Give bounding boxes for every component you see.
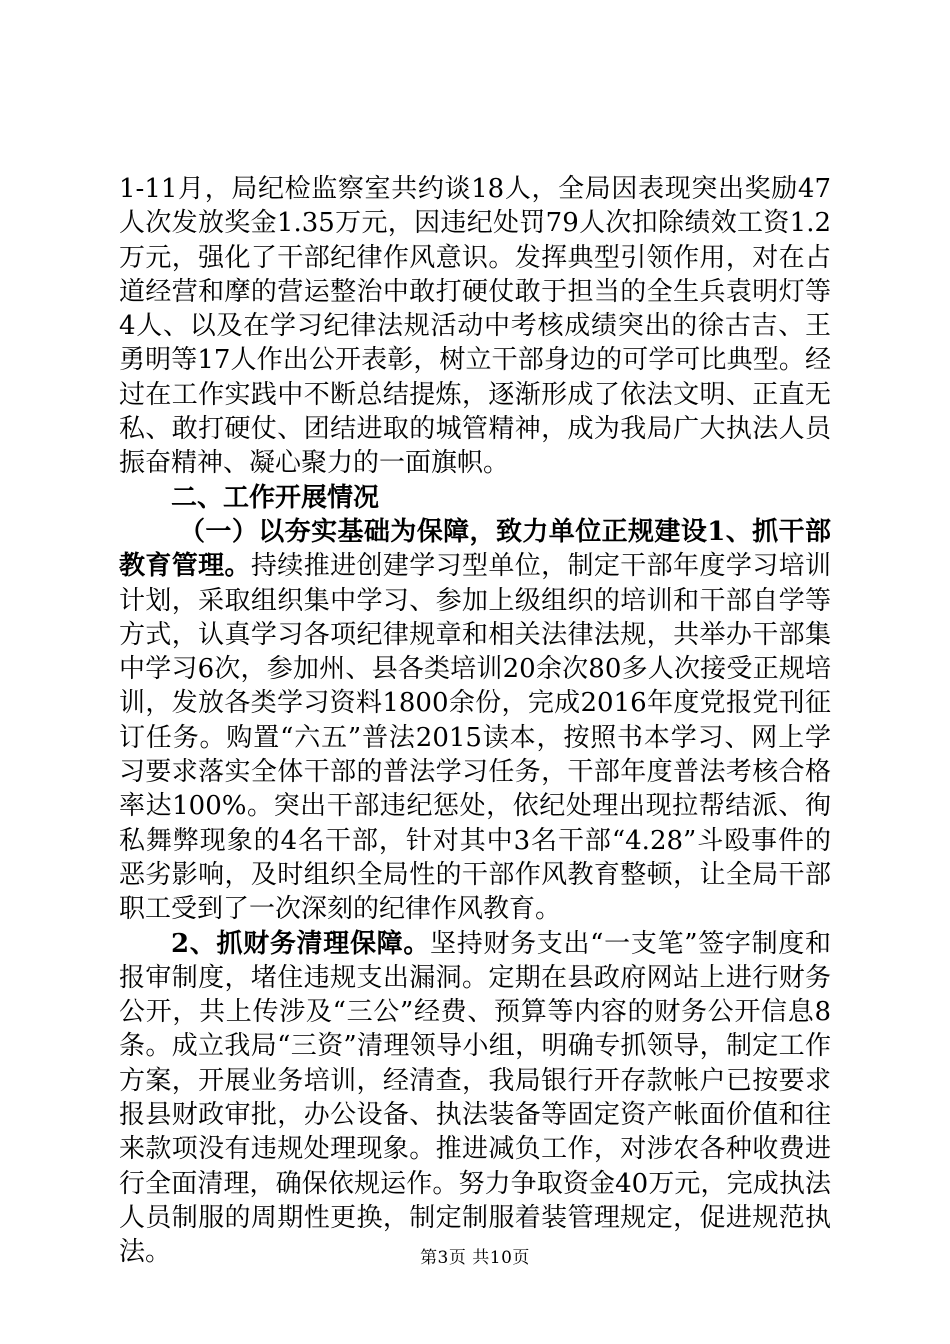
paragraph-education-body: 持续推进创建学习型单位，制定干部年度学习培训计划，采取组织集中学习、参加上级组织的培训和干部自学等方式，认真学习各项纪律规章和相关法律法规，共举办干部集中学习6次，参加州、县各类培训20余次80多人次接受正规培训，发放各类学习资料1800余份，完成2016年度党报党刊征订任务。购置“六五”普法2015读本，按照书本学习、网上学习要求落实全体干部的普法学习任务，干部年度普法考核合格率达100%。突出干部违纪惩处，依纪处理出现拉帮结派、徇私舞弊现象的4名干部，针对其中3名干部“4.28”斗殴事件的恶劣影响，及时组织全局性的干部作风教育整顿，让全局干部职工受到了一次深刻的纪律作风教育。: [119, 551, 831, 925]
paragraph-finance: [119, 927, 831, 1270]
subheading-lead: （一）以夯实基础为保障，致力单位正规建设1、抓干部教育管理。: [119, 516, 831, 582]
document-body: [119, 172, 831, 1270]
paragraph-education: [119, 515, 831, 927]
paragraph-finance-body: 坚持财务支出“一支笔”签字制度和报审制度，堵住违规支出漏洞。定期在县政府网站上进行财务公开，共上传涉及“三公”经费、预算等内容的财务公开信息8条。成立我局“三资”清理领导小组，明确专抓领导，制定工作方案，开展业务培训，经清查，我局银行开存款帐户已按要求报县财政审批，办公设备、执法装备等固定资产帐面价值和往来款项没有违规处理现象。推进减负工作，对涉农各种收费进行全面清理，确保依规运作。努力争取资金40万元，完成执法人员制服的周期性更换，制定制服着装管理规定，促进规范执法。: [119, 928, 832, 1268]
finance-lead: 2、抓财务清理保障。: [171, 928, 431, 959]
paragraph-continuation: 1-11月，局纪检监察室共约谈18人，全局因表现突出奖励47人次发放奖金1.35万元，因违纪处罚79人次扣除绩效工资1.2万元，强化了干部纪律作风意识。发挥典型引领作用，对在占道经营和摩的营运整治中敢打硬仗敢于担当的全生兵袁明灯等4人、以及在学习纪律法规活动中考核成绩突出的徐古吉、王勇明等17人作出公开表彰，树立干部身边的可学可比典型。经过在工作实践中不断总结提炼，逐渐形成了依法文明、正直无私、敢打硬仗、团结进取的城管精神，成为我局广大执法人员振奋精神、凝心聚力的一面旗帜。: [119, 174, 831, 479]
page-footer: 第3页 共10页: [420, 1248, 530, 1268]
section-heading: 二、工作开展情况: [171, 482, 380, 513]
